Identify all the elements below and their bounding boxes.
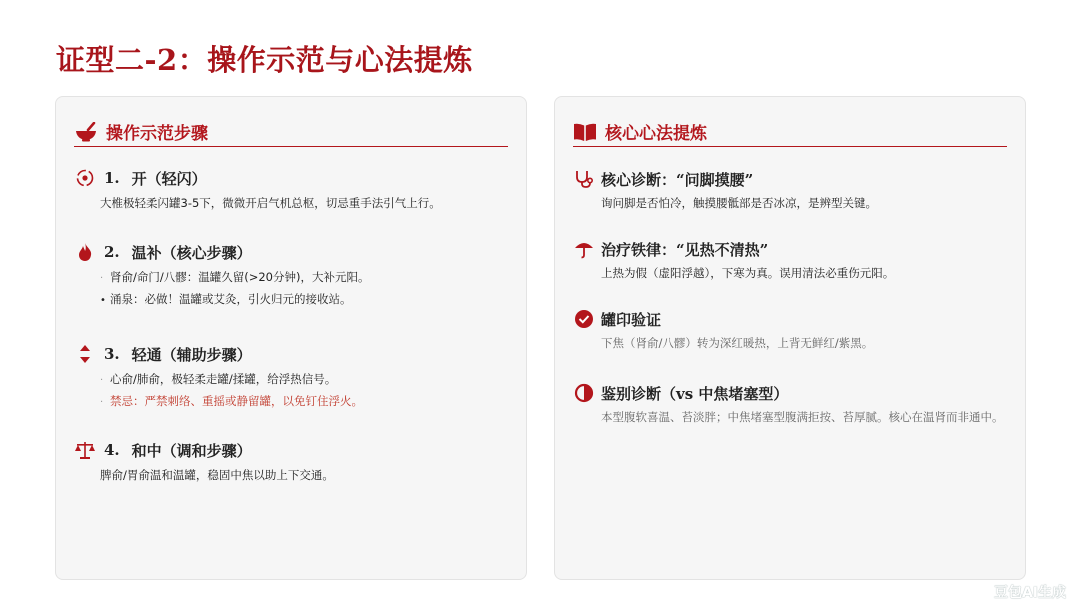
core-item-verify: [573, 307, 1007, 353]
core-item-text: 上热为假（虚阳浮越），下寒为真。误用清法必重伤元阳。: [601, 266, 895, 280]
step-number: 2.: [104, 243, 120, 261]
operation-steps-card: [55, 96, 527, 580]
list-item: · 肾俞/命门/八髎：温罐久留(>20分钟)，大补元阳。: [100, 267, 510, 289]
check-circle-icon: [573, 308, 595, 330]
step-title: 和中（调和步骤）: [131, 441, 252, 460]
step-1: [74, 167, 510, 214]
core-item-differential: [573, 381, 1007, 427]
list-item: · 心俞/肺俞，极轻柔走罐/揉罐，给浮热信号。: [100, 369, 510, 391]
core-item-rule: [573, 237, 1007, 283]
core-principles-header: [573, 117, 1007, 147]
step-number: 1.: [104, 169, 120, 187]
core-item-diagnosis: [573, 167, 1007, 213]
open-book-icon: [573, 121, 599, 143]
warning-text: 禁忌：严禁刺络、重摇或静留罐，以免钉住浮火。: [110, 394, 363, 408]
core-item-title: 罐印验证: [601, 310, 662, 329]
step-2: [74, 241, 510, 311]
half-circle-icon: [573, 382, 595, 404]
step-text: 脾俞/胃俞温和温罐，稳固中焦以助上下交通。: [100, 468, 334, 482]
up-down-arrows-icon: [74, 343, 96, 365]
watermark: 豆包AI生成: [993, 585, 1066, 601]
core-item-text: 下焦（肾俞/八髎）转为深红暖热，上背无鲜红/紫黑。: [601, 336, 874, 350]
step-number: 3.: [104, 345, 120, 363]
list-item-warning: · 禁忌：严禁刺络、重摇或静留罐，以免钉住浮火。: [100, 391, 510, 413]
step-title: 轻通（辅助步骤）: [131, 345, 252, 364]
operation-steps-title: 操作示范步骤: [106, 124, 208, 144]
bullet-text: 心俞/肺俞，极轻柔走罐/揉罐，给浮热信号。: [110, 372, 337, 386]
umbrella-icon: [573, 238, 595, 260]
flame-icon: [74, 241, 96, 263]
step-title: 开（轻闪）: [131, 169, 207, 188]
core-item-title: 鉴别诊断（vs 中焦堵塞型）: [601, 384, 789, 403]
step-title: 温补（核心步骤）: [131, 243, 252, 262]
step-text: 大椎极轻柔闪罐3-5下，微微开启气机总枢，切忌重手法引气上行。: [100, 196, 441, 210]
core-principles-card: [554, 96, 1026, 580]
step-4: [74, 439, 510, 486]
step-number: 4.: [104, 441, 120, 459]
page-title: 证型二-2：操作示范与心法提炼: [56, 43, 473, 77]
stethoscope-icon: [573, 168, 595, 190]
list-item: • 涌泉：必做！温罐或艾灸，引火归元的接收站。: [100, 289, 510, 311]
core-item-text: 本型腹软喜温、苔淡胖；中焦堵塞型腹满拒按、苔厚腻。核心在温肾而非通中。: [601, 410, 1004, 424]
operation-steps-header: [74, 117, 508, 147]
core-item-text: 询问脚是否怕冷，触摸腰骶部是否冰凉，是辨型关键。: [601, 196, 877, 210]
core-item-title: 治疗铁律：“见热不清热”: [601, 240, 769, 259]
core-principles-title: 核心心法提炼: [605, 124, 707, 144]
mortar-bowl-icon: [74, 121, 100, 143]
balance-scale-icon: [74, 439, 96, 461]
core-item-title: 核心诊断：“问脚摸腰”: [601, 170, 754, 189]
step-3: [74, 343, 510, 413]
bullet-text: 涌泉：必做！温罐或艾灸，引火归元的接收站。: [110, 292, 352, 306]
bullet-text: 肾俞/命门/八髎：温罐久留(>20分钟)，大补元阳。: [110, 270, 370, 284]
target-icon: [74, 167, 96, 189]
